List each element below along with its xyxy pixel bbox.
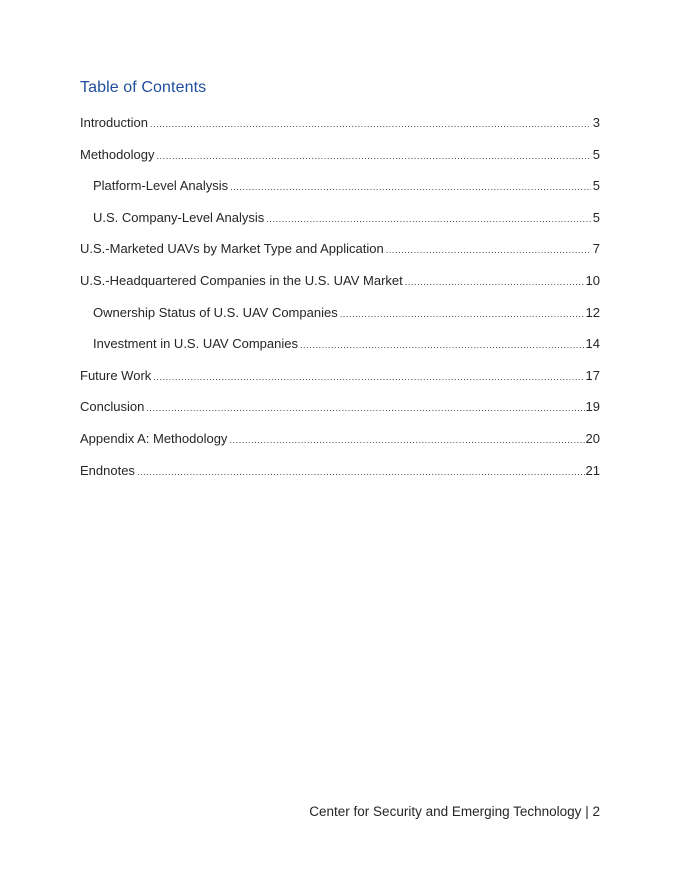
- toc-dot-leader: [156, 146, 591, 166]
- toc-entry-page: 10: [585, 272, 600, 288]
- toc-entry-label: U.S.-Headquartered Companies in the U.S. UAV Market: [80, 272, 403, 288]
- toc-entry-label: Endnotes: [80, 462, 135, 478]
- toc-entry-page: 17: [585, 367, 600, 383]
- toc-list: [80, 113, 600, 492]
- toc-dot-leader: [266, 209, 591, 229]
- toc-entry-page: 5: [592, 178, 600, 194]
- toc-entry-label: Introduction: [80, 115, 148, 130]
- toc-entry-page: 12: [585, 304, 600, 320]
- toc-entry-page: 7: [592, 241, 600, 257]
- toc-entry-label: Investment in U.S. UAV Companies: [93, 336, 298, 352]
- toc-entry-label: Conclusion: [80, 399, 145, 415]
- toc-entry-future-work[interactable]: [80, 366, 600, 398]
- footer-organization: Center for Security and Emerging Technology: [309, 804, 582, 819]
- toc-entry-label: Future Work: [80, 367, 152, 383]
- toc-entry-label: Platform-Level Analysis: [93, 178, 229, 194]
- toc-entry-page: 14: [585, 336, 600, 352]
- toc-entry-page: 20: [585, 430, 600, 446]
- toc-entry-page: 5: [592, 209, 600, 225]
- toc-dot-leader: [300, 335, 585, 355]
- toc-entry-platform-level-analysis[interactable]: [80, 176, 600, 208]
- toc-entry-page: 19: [585, 399, 600, 415]
- page-footer: [309, 804, 600, 819]
- toc-entry-endnotes[interactable]: [80, 461, 600, 493]
- toc-entry-conclusion[interactable]: [80, 397, 600, 429]
- toc-entry-label: Ownership Status of U.S. UAV Companies: [93, 304, 338, 320]
- toc-dot-leader: [150, 114, 591, 134]
- toc-dot-leader: [405, 272, 585, 292]
- toc-entry-appendix-a[interactable]: [80, 429, 600, 461]
- toc-entry-label: Methodology: [80, 146, 155, 162]
- toc-dot-leader: [137, 462, 585, 482]
- toc-entry-page: 21: [585, 462, 600, 478]
- toc-entry-methodology[interactable]: [80, 145, 600, 177]
- toc-dot-leader: [386, 240, 591, 260]
- toc-entry-company-level-analysis[interactable]: [80, 208, 600, 240]
- toc-entry-label: U.S. Company-Level Analysis: [93, 209, 265, 225]
- toc-dot-leader: [153, 367, 584, 387]
- toc-title: Table of Contents: [80, 79, 207, 96]
- toc-entry-ownership-status[interactable]: [80, 303, 600, 335]
- toc-entry-label: U.S.-Marketed UAVs by Market Type and Application: [80, 241, 384, 257]
- toc-entry-page: 3: [592, 115, 600, 130]
- toc-dot-leader: [340, 304, 585, 324]
- toc-entry-page: 5: [592, 146, 600, 162]
- toc-dot-leader: [230, 177, 591, 197]
- toc-entry-investment[interactable]: [80, 334, 600, 366]
- toc-dot-leader: [146, 398, 584, 418]
- footer-separator: |: [585, 804, 589, 819]
- toc-entry-headquartered-companies[interactable]: [80, 271, 600, 303]
- toc-entry-introduction[interactable]: [80, 113, 600, 145]
- toc-entry-marketed-uavs[interactable]: [80, 239, 600, 271]
- footer-page-number: 2: [592, 804, 600, 819]
- toc-entry-label: Appendix A: Methodology: [80, 430, 228, 446]
- toc-dot-leader: [229, 430, 584, 450]
